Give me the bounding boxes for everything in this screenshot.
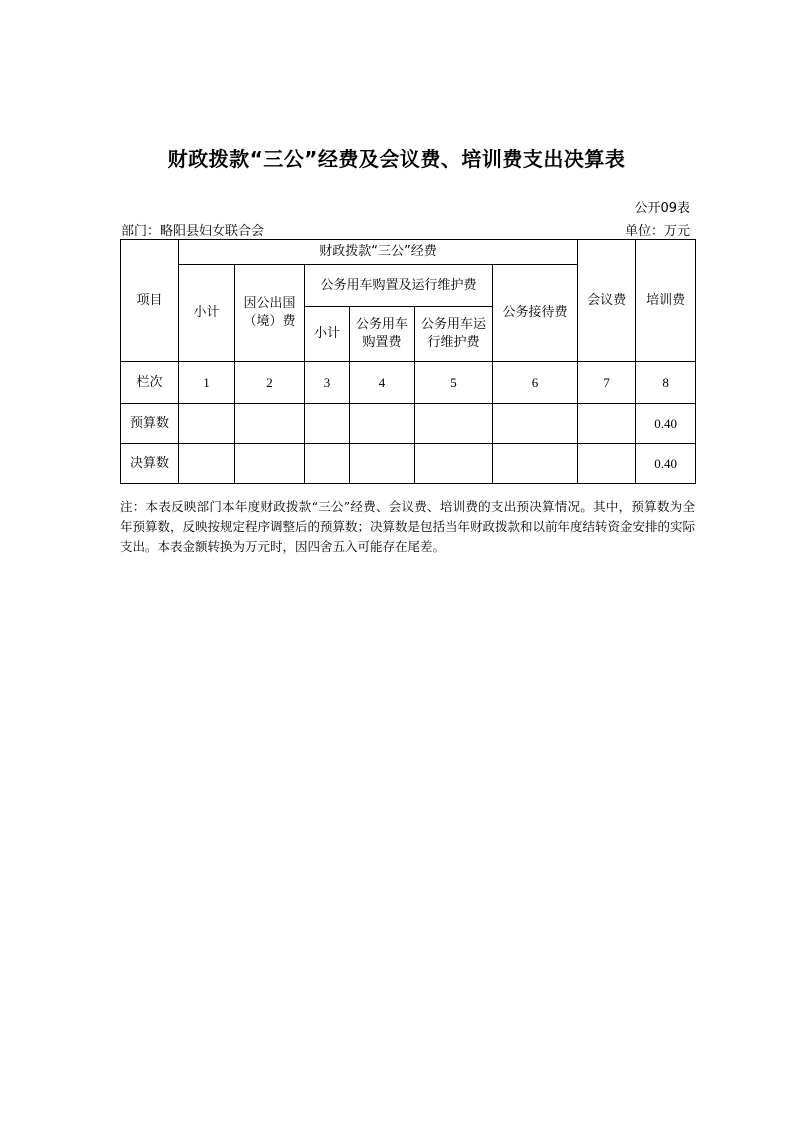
form-number: 公开09表 [634, 201, 690, 216]
column-number: 8 [636, 362, 696, 404]
header-training: 培训费 [636, 240, 696, 362]
header-vehicle-subtotal: 小计 [305, 307, 350, 362]
table-cell [578, 444, 636, 484]
table-cell [493, 444, 578, 484]
row-label-budget: 预算数 [121, 404, 179, 444]
column-number-label: 栏次 [121, 362, 179, 404]
department-label: 部门：略阳县妇女联合会 [121, 224, 265, 239]
table-cell [350, 404, 415, 444]
table-cell: 0.40 [636, 404, 696, 444]
table-cell [305, 404, 350, 444]
header-three-public: 财政拨款“三公”经费 [179, 240, 578, 265]
header-vehicle-purchase [350, 307, 415, 362]
column-number: 6 [493, 362, 578, 404]
column-number: 2 [235, 362, 305, 404]
header-vehicle: 公务用车购置及运行维护费 [305, 265, 493, 307]
column-number: 7 [578, 362, 636, 404]
column-number: 3 [305, 362, 350, 404]
header-abroad-line1: 因公出国 [243, 296, 296, 312]
table-cell [578, 404, 636, 444]
table-cell [350, 444, 415, 484]
header-reception: 公务接待费 [493, 265, 578, 362]
table-cell [235, 404, 305, 444]
header-meeting: 会议费 [578, 240, 636, 362]
table-cell: 0.40 [636, 444, 696, 484]
column-number: 1 [179, 362, 235, 404]
header-vehicle-operation-line2: 行维护费 [427, 335, 480, 350]
column-number: 4 [350, 362, 415, 404]
table-cell [179, 444, 235, 484]
table-cell [415, 444, 493, 484]
table-row-budget [121, 404, 696, 444]
header-abroad [235, 265, 305, 362]
table-cell [415, 404, 493, 444]
expenditure-table [120, 239, 696, 484]
header-abroad-line2: （境）费 [243, 314, 296, 329]
header-vehicle-operation-line1: 公务用车运 [420, 317, 486, 333]
row-label-final: 决算数 [121, 444, 179, 484]
unit-label: 单位：万元 [624, 224, 690, 239]
header-item: 项目 [121, 240, 179, 362]
table-cell [235, 444, 305, 484]
header-vehicle-purchase-line2: 购置费 [362, 335, 402, 350]
page-title: 财政拨款“三公”经费及会议费、培训费支出决算表 [167, 147, 626, 171]
table-row-final [121, 444, 696, 484]
column-number-row [121, 362, 696, 404]
table-cell [179, 404, 235, 444]
header-subtotal: 小计 [179, 265, 235, 362]
footnote: 注：本表反映部门本年度财政拨款“三公”经费、会议费、培训费的支出预决算情况。其中，预算数为全年预算数，反映按规定程序调整后的预算数；决算数是包括当年财政拨款和以前年度结转资金安排的实际支出。本表金额转换为万元时，因四舍五入可能存在尾差。 [120, 499, 696, 554]
column-number: 5 [415, 362, 493, 404]
table-cell [305, 444, 350, 484]
header-vehicle-operation [415, 307, 493, 362]
table-cell [493, 404, 578, 444]
header-vehicle-purchase-line1: 公务用车 [355, 317, 408, 333]
